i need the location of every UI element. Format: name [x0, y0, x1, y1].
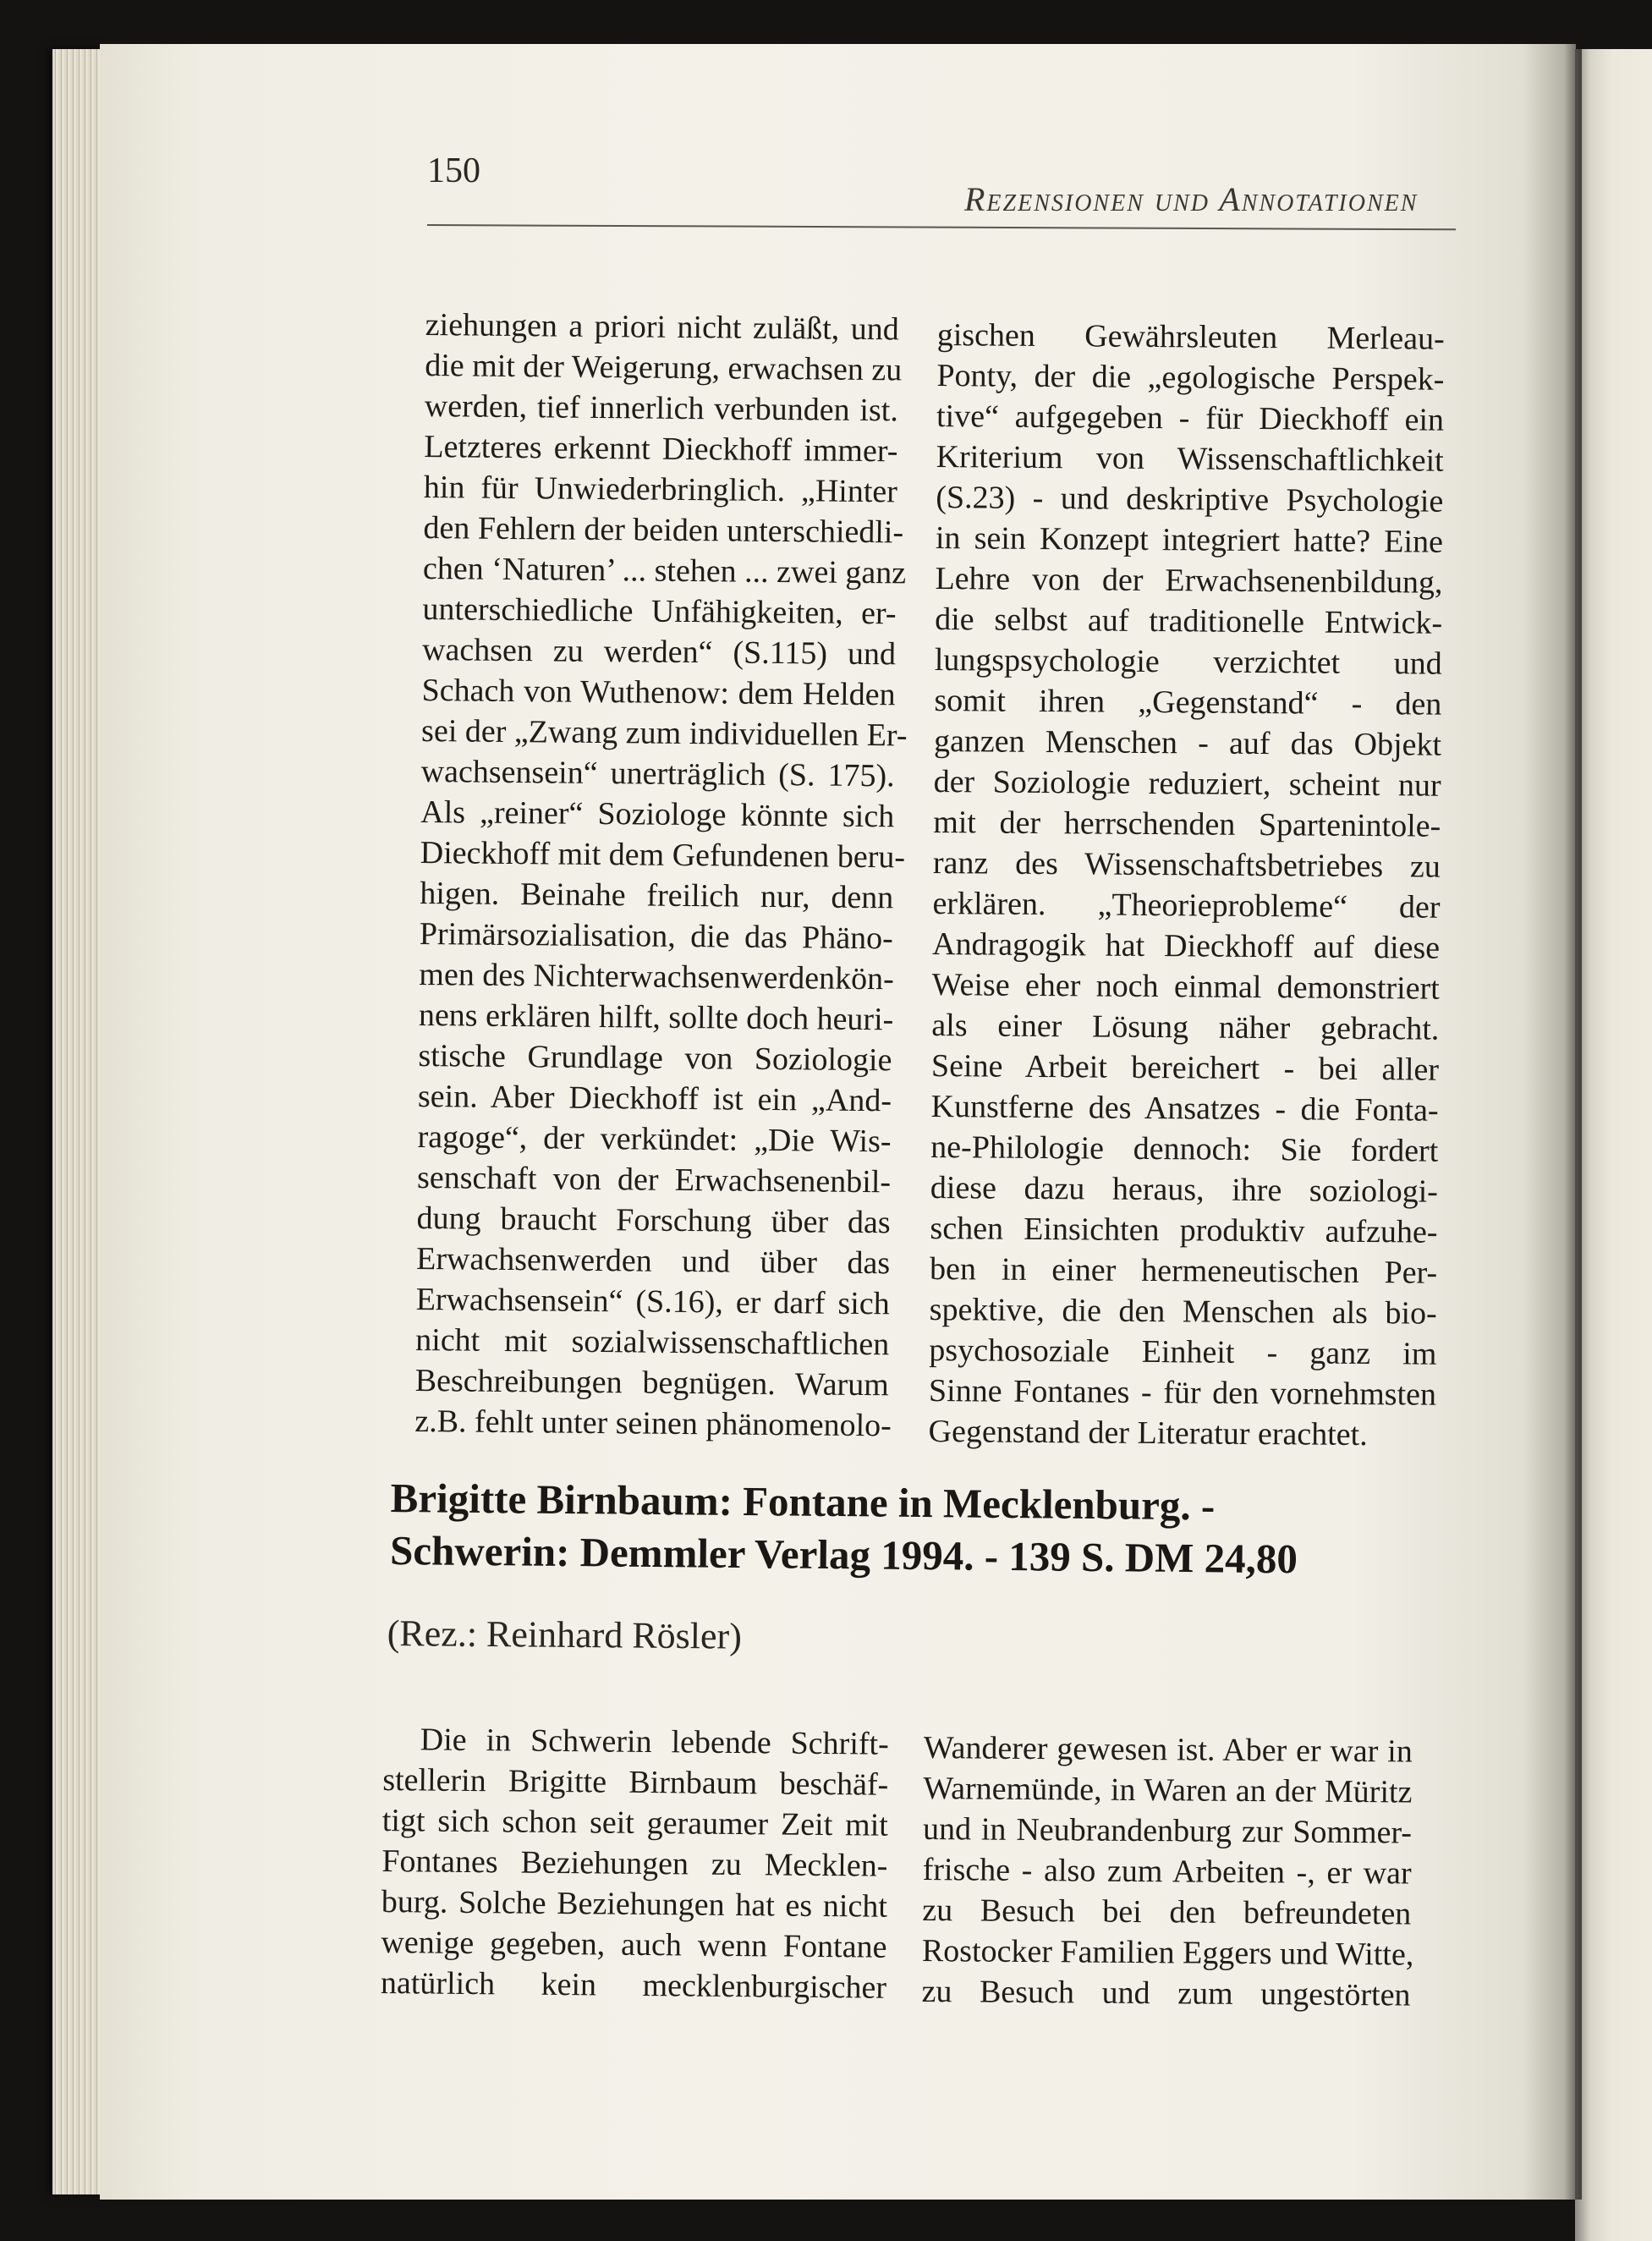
book-page-edges: [52, 49, 103, 2194]
text-line: Beschreibungen begnügen. Warum: [414, 1362, 889, 1403]
text-line: ben in einer hermeneutischen Per-: [929, 1250, 1438, 1291]
text-line: sein. Aber Dieckhoff ist ein „And-: [417, 1078, 892, 1119]
text-line: stische Grundlage von Soziologie: [418, 1037, 892, 1079]
review2-column-right: [921, 1727, 1413, 2016]
running-head-text: Rezensionen und Annotationen: [964, 180, 1419, 218]
text-line: ganzen Menschen - auf das Objekt: [933, 722, 1442, 763]
text-line: wenige gegeben, auch wenn Fontane: [381, 1924, 887, 1965]
review-title-line2: Schwerin: Demmler Verlag 1994. - 139 S. DM 24,80: [389, 1526, 1298, 1583]
text-line: Wanderer gewesen ist. Aber er war in: [923, 1729, 1413, 1770]
text-line: ziehungen a priori nicht zuläßt, und: [425, 306, 899, 348]
text-line: der Soziologie reduziert, scheint nur: [933, 763, 1441, 804]
review-title-line1: Brigitte Birnbaum: Fontane in Mecklenburg. -: [390, 1474, 1216, 1530]
review2-column-left: [381, 1719, 889, 2008]
text-line: als einer Lösung näher gebracht.: [931, 1007, 1440, 1047]
text-line: Fontanes Beziehungen zu Mecklen-: [381, 1843, 888, 1884]
text-line: die mit der Weigerung, erwachsen zu: [425, 347, 903, 388]
text-line: Weise eher noch einmal demonstriert: [931, 966, 1440, 1007]
text-line: Sinne Fontanes - für den vornehmsten: [928, 1372, 1437, 1413]
text-line: ranz des Wissenschaftsbetriebes zu: [932, 844, 1441, 885]
text-line: sei der „Zwang zum individuellen Er-: [420, 712, 908, 754]
text-line: psychosoziale Einheit - ganz im: [929, 1332, 1437, 1372]
review-title: [390, 1472, 1298, 1585]
text-line: Warnemünde, in Waren an der Müritz: [923, 1770, 1413, 1810]
text-line: schen Einsichten produktiv aufzuhe-: [930, 1210, 1438, 1250]
text-line: nens erklären hilft, sollte doch heuri-: [418, 997, 894, 1038]
text-line: lungspsychologie verzichtet und: [934, 641, 1442, 682]
text-line: wachsensein“ unerträglich (S. 175).: [420, 753, 895, 794]
page-number: 150: [427, 151, 480, 190]
review1-column-left: [414, 305, 908, 1446]
text-line: Schach von Wuthenow: dem Helden: [421, 672, 896, 713]
text-line: werden, tief innerlich verbunden ist.: [424, 387, 899, 429]
text-line: gischen Gewährsleuten Merleau-: [936, 316, 1445, 357]
text-line: den Fehlern der beiden unterschiedli-: [423, 509, 904, 551]
text-line: unterschiedliche Unfähigkeiten, er-: [422, 590, 897, 632]
text-line: Die in Schwerin lebende Schrift-: [420, 1722, 889, 1762]
text-line: ne-Philologie dennoch: Sie fordert: [930, 1129, 1439, 1169]
text-line: Erwachsensein“ (S.16), er darf sich: [415, 1281, 890, 1322]
running-head: [964, 179, 1418, 219]
text-line: ragoge“, der verkündet: „Die Wis-: [417, 1118, 892, 1160]
text-line: Letzteres erkennt Dieckhoff immer-: [424, 428, 898, 470]
text-line: hin für Unwiederbringlich. „Hinter: [423, 469, 898, 510]
reviewer-credit: (Rez.: Reinhard Rösler): [387, 1612, 743, 1657]
text-line: men des Nichterwachsenwerdenkön-: [419, 956, 894, 997]
facing-page-edge: [1575, 49, 1652, 2241]
text-line: natürlich kein mecklenburgischer: [380, 1964, 887, 2006]
text-line: senschaft von der Erwachsenenbil-: [416, 1159, 892, 1200]
text-line: somit ihren „Gegenstand“ - den: [934, 682, 1442, 722]
text-line: zu Besuch und zum ungestörten: [921, 1973, 1411, 2013]
text-line: higen. Beinahe freilich nur, denn: [420, 875, 894, 916]
text-line: mit der herrschenden Spartenintole-: [933, 804, 1441, 844]
text-line: Ponty, der die „egologische Perspek-: [936, 357, 1445, 398]
text-line: (S.23) - und deskriptive Psychologie: [936, 479, 1444, 519]
text-line: Kriterium von Wissenschaftlichkeit: [936, 438, 1444, 479]
text-line: dung braucht Forschung über das: [416, 1200, 891, 1241]
review1-column-right: [928, 315, 1445, 1456]
text-line: spektive, die den Menschen als bio-: [929, 1291, 1437, 1332]
text-line: Als „reiner“ Soziologe könnte sich: [420, 794, 895, 835]
text-line: tive“ aufgegeben - für Dieckhoff ein: [936, 398, 1445, 438]
text-line: Erwachsenwerden und über das: [415, 1240, 891, 1282]
text-line: stellerin Brigitte Birnbaum beschäf-: [382, 1761, 889, 1803]
text-line: nicht mit sozialwissenschaftlichen: [415, 1321, 890, 1363]
text-line: Kunstferne des Ansatzes - die Fonta-: [930, 1088, 1439, 1129]
gutter-shadow: [1523, 44, 1582, 2200]
text-line: erklären. „Theorieprobleme“ der: [932, 885, 1441, 926]
text-line: burg. Solche Beziehungen hat es nicht: [381, 1883, 888, 1925]
text-line: und in Neubrandenburg zur Sommer-: [922, 1810, 1413, 1851]
text-line: Primärsozialisation, die das Phäno-: [419, 915, 894, 957]
text-line: chen ‘Naturen’ ... stehen ... zwei ganz: [422, 550, 907, 591]
text-line: Dieckhoff mit dem Gefundenen beru-: [420, 834, 906, 876]
text-line: Lehre von der Erwachsenenbildung,: [935, 560, 1443, 601]
text-line: diese dazu heraus, ihre soziologi-: [930, 1169, 1439, 1210]
text-line: wachsen zu werden“ (S.115) und: [421, 631, 897, 673]
text-line: die selbst auf traditionelle Entwick-: [935, 601, 1443, 641]
text-line: Gegenstand der Literatur erachtet.: [928, 1413, 1368, 1453]
text-line: in sein Konzept integriert hatte? Eine: [935, 519, 1444, 560]
text-line: Rostocker Familien Eggers und Witte,: [921, 1932, 1414, 1973]
text-line: tigt sich schon seit geraumer Zeit mit: [381, 1802, 889, 1843]
text-line: Seine Arbeit bereichert - bei aller: [930, 1047, 1440, 1088]
text-line: z.B. fehlt unter seinen phänomenolo-: [414, 1403, 892, 1444]
text-line: frische - also zum Arbeiten -, er war: [922, 1851, 1412, 1892]
text-line: zu Besuch bei den befreundeten: [922, 1892, 1412, 1932]
text-line: Andragogik hat Dieckhoff auf diese: [931, 926, 1441, 966]
